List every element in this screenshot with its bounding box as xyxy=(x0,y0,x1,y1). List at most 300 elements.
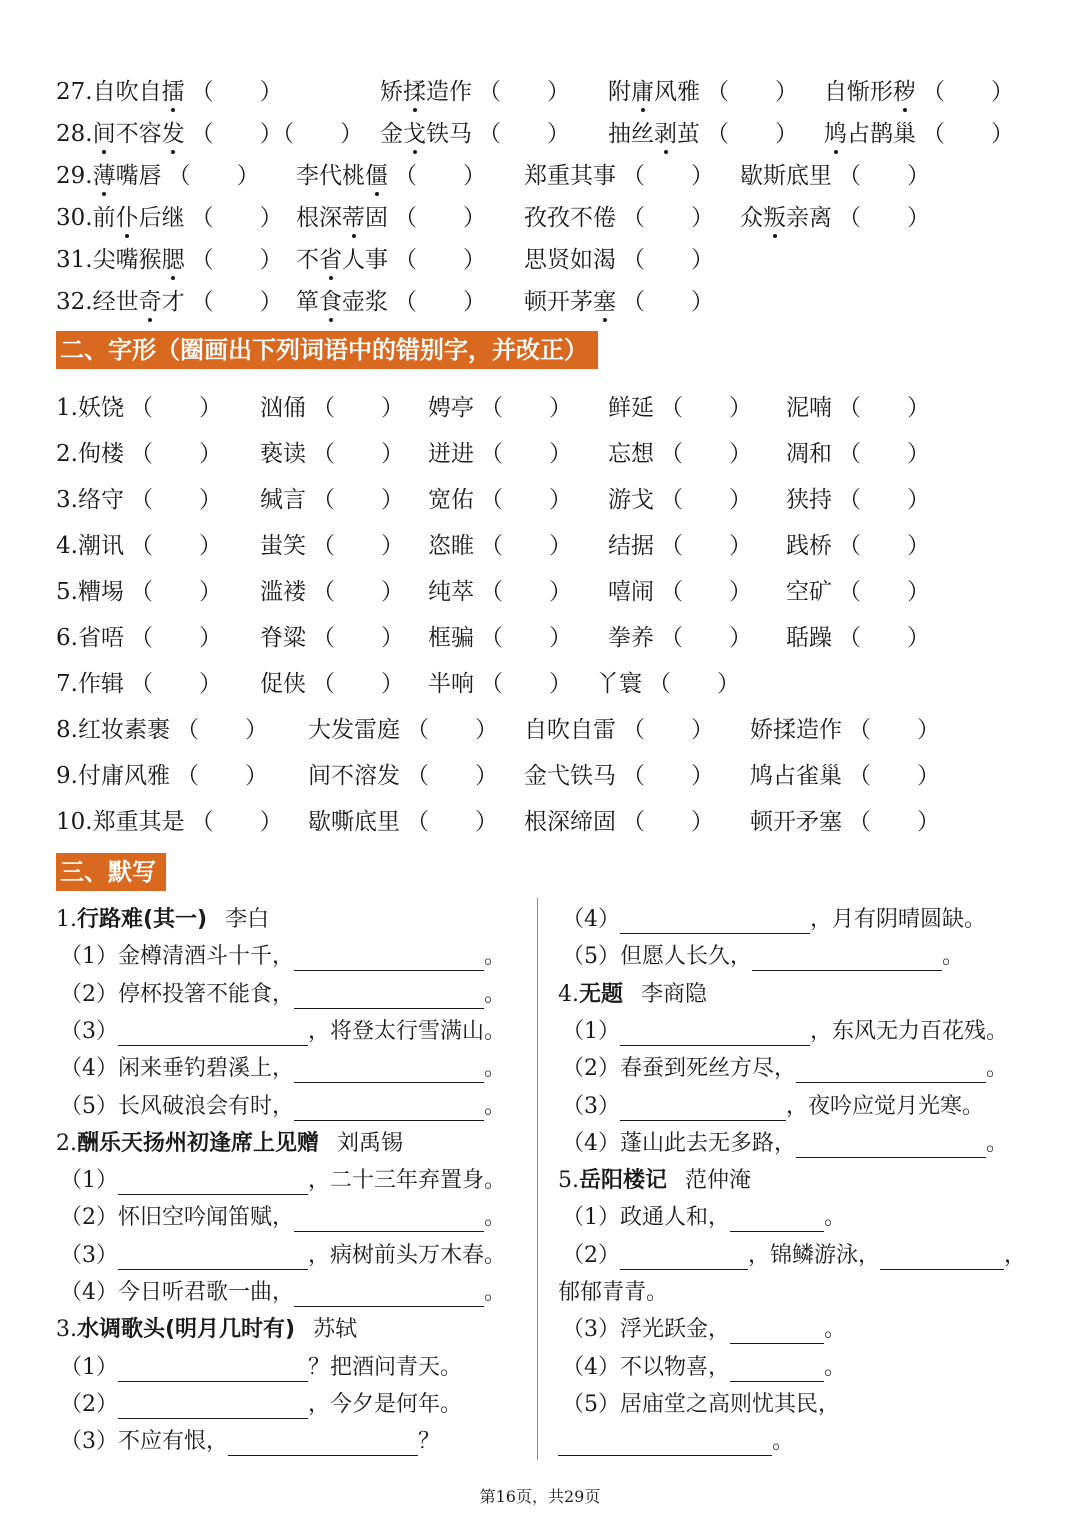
dictation-line xyxy=(562,1018,1008,1046)
typo-item xyxy=(56,532,222,560)
poem-author: 范仲淹 xyxy=(685,1168,752,1194)
dictation-line xyxy=(60,943,506,971)
poem-title-row xyxy=(56,1316,357,1344)
answer-blank[interactable] xyxy=(118,1025,308,1046)
line-label: （3） xyxy=(60,1242,118,1268)
answer-parens: （ ） xyxy=(175,763,268,789)
line-label: （3） xyxy=(562,1317,620,1343)
poem-text-after: 。 xyxy=(484,944,507,970)
typo-word: 娇揉造作 xyxy=(750,717,842,743)
poem-text: 郁郁青青。 xyxy=(558,1280,669,1305)
typo-item xyxy=(56,762,268,790)
answer-parens: （ ） xyxy=(622,163,714,189)
answer-parens: （ ） xyxy=(394,163,486,189)
poem-number: 1. xyxy=(56,907,77,932)
typo-word: 作辑 xyxy=(77,671,124,697)
dictation-line xyxy=(60,1242,506,1270)
typo-word: 缄言 xyxy=(260,487,306,513)
poem-title: 水调歌头(明月几时有) xyxy=(77,1317,296,1343)
poem-author: 刘禹锡 xyxy=(337,1130,404,1156)
answer-blank[interactable] xyxy=(620,1249,748,1270)
line-label: （3） xyxy=(60,1429,118,1455)
pinyin-word: 李代桃僵 xyxy=(296,163,388,189)
pinyin-word: 孜孜不倦 xyxy=(524,205,616,231)
typo-word: 脊粱 xyxy=(260,625,306,651)
pinyin-item xyxy=(380,120,570,148)
answer-parens: （ ） xyxy=(190,289,283,315)
answer-parens: （ ） xyxy=(838,441,930,467)
answer-parens: （ ） xyxy=(660,441,752,467)
pinyin-word: 自吹自擂 xyxy=(92,79,185,105)
poem-text-after: ，病树前头万木春。 xyxy=(308,1242,507,1268)
typo-item xyxy=(608,532,752,560)
pinyin-word: 思贤如渴 xyxy=(524,247,616,273)
line-label: （5） xyxy=(562,1391,620,1417)
item-number: 30. xyxy=(56,205,93,231)
answer-blank[interactable] xyxy=(118,1249,308,1270)
pinyin-item xyxy=(296,204,486,232)
answer-blank[interactable] xyxy=(620,1100,786,1121)
line-label: （5） xyxy=(562,944,620,970)
answer-parens: （ ） xyxy=(394,205,486,231)
poem-text-before: 长风破浪会有时， xyxy=(118,1093,295,1119)
pinyin-item xyxy=(56,78,283,106)
dictation-line xyxy=(60,1018,506,1046)
typo-word: 歇嘶底里 xyxy=(308,809,400,835)
pinyin-item xyxy=(296,246,486,274)
typo-item xyxy=(786,440,930,468)
dictation-line xyxy=(562,1130,1008,1158)
pinyin-item xyxy=(824,120,1014,148)
answer-blank[interactable] xyxy=(880,1249,1004,1270)
line-label: （1） xyxy=(562,1018,620,1044)
typo-item xyxy=(608,394,752,422)
answer-parens: （ ） xyxy=(190,809,283,835)
typo-word: 蚩笑 xyxy=(260,533,306,559)
poem-author: 李商隐 xyxy=(641,981,708,1007)
typo-word: 大发雷庭 xyxy=(308,717,400,743)
answer-parens: （ ） xyxy=(660,625,752,651)
typo-item xyxy=(524,716,714,744)
typo-item xyxy=(308,808,498,836)
answer-parens: （ ） xyxy=(838,163,930,189)
dictation-line xyxy=(562,1242,1026,1270)
poem-text-after: 。 xyxy=(484,1205,507,1231)
item-number: 6. xyxy=(56,625,78,651)
answer-parens: （ ）（ ） xyxy=(190,121,364,147)
answer-blank[interactable] xyxy=(118,1361,308,1382)
poem-text-after: ，东风无力百花残。 xyxy=(810,1018,1009,1044)
typo-word: 根深缔固 xyxy=(524,809,616,835)
pinyin-item xyxy=(380,78,570,106)
typo-word: 汹俑 xyxy=(260,395,306,421)
dictation-line xyxy=(562,906,986,934)
answer-parens: （ ） xyxy=(838,205,930,231)
answer-parens: （ ） xyxy=(129,395,222,421)
pinyin-item xyxy=(56,288,283,316)
answer-blank[interactable] xyxy=(620,913,810,934)
answer-parens: （ ） xyxy=(480,441,572,467)
answer-parens: （ ） xyxy=(848,809,940,835)
answer-blank[interactable] xyxy=(796,1137,986,1158)
answer-parens: （ ） xyxy=(312,487,404,513)
poem-author: 李白 xyxy=(225,907,270,932)
typo-word: 金弋铁马 xyxy=(524,763,616,789)
typo-item xyxy=(428,486,572,514)
pinyin-word: 郑重其事 xyxy=(524,163,616,189)
answer-parens: （ ） xyxy=(478,121,570,147)
typo-item xyxy=(786,394,930,422)
dictation-line xyxy=(60,1391,462,1419)
pinyin-item xyxy=(296,288,486,316)
dictation-line xyxy=(562,1316,846,1344)
section2-title: 二、字形（圈画出下列词语中的错别字，并改正） xyxy=(56,331,598,369)
typo-word: 迸进 xyxy=(428,441,474,467)
pinyin-item xyxy=(56,162,260,190)
answer-parens: （ ） xyxy=(622,717,714,743)
typo-item xyxy=(750,716,940,744)
poem-text-after: 。 xyxy=(484,1093,507,1119)
dictation-line xyxy=(562,1354,846,1382)
answer-parens: （ ） xyxy=(129,625,222,651)
pinyin-word: 间不容发 xyxy=(92,121,185,147)
typo-item xyxy=(56,578,222,606)
typo-item xyxy=(608,578,752,606)
item-number: 2. xyxy=(56,441,78,467)
section3-title: 三、默写 xyxy=(56,853,166,891)
typo-item xyxy=(56,716,268,744)
typo-item xyxy=(260,670,404,698)
typo-item xyxy=(428,532,572,560)
dictation-line xyxy=(60,1204,506,1232)
typo-word: 郑重其是 xyxy=(92,809,185,835)
answer-parens: （ ） xyxy=(838,579,930,605)
answer-parens: （ ） xyxy=(312,579,404,605)
pinyin-word: 歇斯底里 xyxy=(740,163,832,189)
answer-parens: （ ） xyxy=(706,121,798,147)
answer-parens: （ ） xyxy=(622,289,714,315)
dictation-line xyxy=(60,981,506,1009)
pinyin-word: 尖嘴猴腮 xyxy=(92,247,185,273)
answer-parens: （ ） xyxy=(312,395,404,421)
typo-item xyxy=(786,624,930,652)
typo-item xyxy=(608,440,752,468)
poem-text-after: 。 xyxy=(986,1056,1009,1082)
pinyin-item xyxy=(740,204,930,232)
typo-word: 游戈 xyxy=(608,487,654,513)
typo-word: 络守 xyxy=(77,487,124,513)
typo-word: 鲜延 xyxy=(608,395,654,421)
answer-blank[interactable] xyxy=(118,1174,308,1195)
dictation-line xyxy=(60,1354,462,1382)
poem-title: 无题 xyxy=(579,981,624,1007)
answer-parens: （ ） xyxy=(312,441,404,467)
pinyin-word: 顿开茅塞 xyxy=(524,289,616,315)
poem-text-after: ，今夕是何年。 xyxy=(308,1391,463,1417)
answer-blank[interactable] xyxy=(294,950,484,971)
typo-word: 纯萃 xyxy=(428,579,474,605)
pinyin-word: 自惭形秽 xyxy=(824,79,916,105)
typo-item xyxy=(56,670,222,698)
answer-blank[interactable] xyxy=(730,1323,824,1344)
pinyin-word: 金戈铁马 xyxy=(380,121,472,147)
poem-text-after: 。 xyxy=(986,1130,1009,1156)
line-label: （2） xyxy=(562,1056,620,1082)
poem-title: 酬乐天扬州初逢席上见赠 xyxy=(77,1130,320,1156)
typo-item xyxy=(260,578,404,606)
line-label: （5） xyxy=(60,1093,118,1119)
typo-word: 空矿 xyxy=(786,579,832,605)
dictation-line xyxy=(60,1093,506,1121)
typo-word: 糟埸 xyxy=(77,579,124,605)
poem-text-after: 。 xyxy=(772,1429,795,1455)
dictation-line xyxy=(562,1093,984,1121)
poem-text-before: 但愿人长久， xyxy=(620,944,753,970)
answer-parens: （ ） xyxy=(480,671,572,697)
answer-blank[interactable] xyxy=(294,1100,484,1121)
pinyin-word: 抽丝剥茧 xyxy=(608,121,700,147)
poem-number: 2. xyxy=(56,1130,77,1156)
pinyin-item xyxy=(296,162,486,190)
answer-blank[interactable] xyxy=(558,1435,772,1456)
poem-text-before: 春蚕到死丝方尽， xyxy=(620,1056,797,1082)
typo-word: 嘻闹 xyxy=(608,579,654,605)
dictation-line xyxy=(562,1391,840,1419)
item-number: 10. xyxy=(56,809,93,835)
answer-parens: （ ） xyxy=(922,121,1014,147)
answer-parens: （ ） xyxy=(838,487,930,513)
dictation-line xyxy=(60,1279,506,1307)
item-number: 9. xyxy=(56,763,78,789)
poem-text-before: 政通人和， xyxy=(620,1205,731,1231)
pinyin-item xyxy=(524,204,714,232)
pinyin-word: 鸠占鹊巢 xyxy=(824,121,916,147)
answer-parens: （ ） xyxy=(838,395,930,421)
answer-blank[interactable] xyxy=(730,1361,824,1382)
answer-parens: （ ） xyxy=(129,533,222,559)
answer-blank[interactable] xyxy=(294,988,484,1009)
typo-word: 拳养 xyxy=(608,625,654,651)
answer-blank[interactable] xyxy=(294,1286,484,1307)
answer-parens: （ ） xyxy=(478,79,570,105)
typo-word: 滥褛 xyxy=(260,579,306,605)
item-number: 4. xyxy=(56,533,78,559)
typo-word: 恣睢 xyxy=(428,533,474,559)
typo-word: 省唔 xyxy=(77,625,124,651)
typo-word: 红妆素裹 xyxy=(77,717,170,743)
typo-word: 泥喃 xyxy=(786,395,832,421)
dictation-line xyxy=(562,1055,1008,1083)
typo-item xyxy=(750,808,940,836)
item-number: 29. xyxy=(56,163,93,189)
item-number: 7. xyxy=(56,671,78,697)
line-label: （1） xyxy=(60,944,118,970)
item-number: 8. xyxy=(56,717,78,743)
typo-word: 践桥 xyxy=(786,533,832,559)
answer-blank[interactable] xyxy=(730,1211,824,1232)
dictation-line xyxy=(60,1167,506,1195)
typo-item xyxy=(56,486,222,514)
poem-text-before: 不应有恨， xyxy=(118,1429,229,1455)
pinyin-item xyxy=(56,246,283,274)
pinyin-word: 经世奇才 xyxy=(92,289,185,315)
answer-parens: （ ） xyxy=(848,763,940,789)
typo-item xyxy=(786,486,930,514)
pinyin-word: 前仆后继 xyxy=(92,205,185,231)
answer-parens: （ ） xyxy=(648,671,740,697)
line-label: （4） xyxy=(562,1354,620,1380)
typo-word: 娉亭 xyxy=(428,395,474,421)
pinyin-item xyxy=(56,204,283,232)
pinyin-word: 附庸风雅 xyxy=(608,79,700,105)
pinyin-item xyxy=(524,246,714,274)
answer-parens: （ ） xyxy=(480,487,572,513)
line-label: （1） xyxy=(60,1168,118,1194)
item-number: 3. xyxy=(56,487,78,513)
typo-word: 付庸风雅 xyxy=(77,763,170,789)
answer-parens: （ ） xyxy=(406,763,498,789)
line-label: （2） xyxy=(562,1242,620,1268)
typo-item xyxy=(428,624,572,652)
answer-parens: （ ） xyxy=(406,717,498,743)
line-label: （1） xyxy=(60,1354,118,1380)
typo-item xyxy=(786,532,930,560)
poem-number: 3. xyxy=(56,1317,77,1343)
answer-parens: （ ） xyxy=(394,289,486,315)
answer-parens: （ ） xyxy=(838,533,930,559)
pinyin-item xyxy=(608,78,798,106)
poem-text-mid: ，锦鳞游泳， xyxy=(748,1242,881,1268)
line-label: （1） xyxy=(562,1205,620,1231)
typo-word: 凋和 xyxy=(786,441,832,467)
answer-parens: （ ） xyxy=(312,625,404,651)
typo-word: 宽佑 xyxy=(428,487,474,513)
answer-parens: （ ） xyxy=(129,579,222,605)
line-label: （2） xyxy=(60,1205,118,1231)
pinyin-item xyxy=(524,162,714,190)
poem-text-after: ，将登太行雪满山。 xyxy=(308,1018,507,1044)
answer-blank[interactable] xyxy=(620,1025,810,1046)
dictation-line xyxy=(562,943,964,971)
dictation-line xyxy=(562,1204,846,1232)
typo-word: 自吹自雷 xyxy=(524,717,616,743)
answer-parens: （ ） xyxy=(622,809,714,835)
typo-item xyxy=(56,440,222,468)
answer-blank[interactable] xyxy=(294,1062,484,1083)
answer-parens: （ ） xyxy=(660,533,752,559)
typo-word: 狭持 xyxy=(786,487,832,513)
typo-item xyxy=(428,394,572,422)
answer-parens: （ ） xyxy=(190,247,283,273)
poem-text-before: 怀旧空吟闻笛赋， xyxy=(118,1205,295,1231)
typo-item xyxy=(56,624,222,652)
typo-word: 聒躁 xyxy=(786,625,832,651)
poem-title-row xyxy=(558,1167,751,1195)
answer-parens: （ ） xyxy=(660,579,752,605)
answer-parens: （ ） xyxy=(660,487,752,513)
pinyin-word: 箪食壶浆 xyxy=(296,289,388,315)
typo-word: 顿开矛塞 xyxy=(750,809,842,835)
pinyin-item xyxy=(56,120,363,148)
answer-blank[interactable] xyxy=(118,1398,308,1419)
column-divider xyxy=(537,898,538,1460)
dictation-line xyxy=(60,1428,440,1456)
answer-parens: （ ） xyxy=(406,809,498,835)
dictation-line xyxy=(558,1428,794,1456)
typo-word: 结据 xyxy=(608,533,654,559)
dictation-line xyxy=(558,1279,668,1307)
poem-text-after: ，夜吟应觉月光寒。 xyxy=(786,1093,985,1119)
typo-item xyxy=(260,394,404,422)
typo-item xyxy=(524,808,714,836)
pinyin-word: 众叛亲离 xyxy=(740,205,832,231)
answer-parens: （ ） xyxy=(312,671,404,697)
pinyin-word: 根深蒂固 xyxy=(296,205,388,231)
typo-item xyxy=(56,394,222,422)
poem-text-after: 。 xyxy=(824,1317,847,1343)
poem-text-before: 今日听君歌一曲， xyxy=(118,1280,295,1305)
poem-text-after: 。 xyxy=(484,981,507,1007)
typo-word: 框骗 xyxy=(428,625,474,651)
poem-title-row xyxy=(558,981,707,1009)
answer-parens: （ ） xyxy=(848,717,940,743)
pinyin-word: 薄嘴唇 xyxy=(92,163,162,189)
answer-parens: （ ） xyxy=(312,533,404,559)
pinyin-word: 矫揉造作 xyxy=(380,79,472,105)
poem-author: 苏轼 xyxy=(313,1317,358,1343)
typo-word: 间不溶发 xyxy=(308,763,400,789)
typo-word: 潮讯 xyxy=(77,533,124,559)
poem-text-before: 居庙堂之高则忧其民， xyxy=(620,1391,841,1417)
answer-parens: （ ） xyxy=(129,441,222,467)
answer-blank[interactable] xyxy=(796,1062,986,1083)
item-number: 5. xyxy=(56,579,78,605)
poem-text-after: 。 xyxy=(484,1056,507,1082)
answer-parens: （ ） xyxy=(480,579,572,605)
poem-text-before: 金樽清酒斗十千， xyxy=(118,944,295,970)
pinyin-item xyxy=(740,162,930,190)
answer-blank[interactable] xyxy=(752,950,942,971)
answer-parens: （ ） xyxy=(190,79,283,105)
poem-text-before: 蓬山此去无多路， xyxy=(620,1130,797,1156)
typo-item xyxy=(608,486,752,514)
answer-blank[interactable] xyxy=(294,1211,484,1232)
page-footer: 第16页，共29页 xyxy=(479,1487,601,1506)
answer-blank[interactable] xyxy=(228,1435,418,1456)
typo-word: 鸠占雀巢 xyxy=(750,763,842,789)
poem-text-after: ？把酒问青天。 xyxy=(308,1354,463,1380)
poem-number: 4. xyxy=(558,981,579,1007)
line-label: （2） xyxy=(60,1391,118,1417)
answer-parens: （ ） xyxy=(167,163,260,189)
answer-parens: （ ） xyxy=(706,79,798,105)
typo-item xyxy=(260,532,404,560)
item-number: 1. xyxy=(56,395,78,421)
typo-word: 忘想 xyxy=(608,441,654,467)
line-label: （4） xyxy=(562,1130,620,1156)
answer-parens: （ ） xyxy=(660,395,752,421)
line-label: （3） xyxy=(562,1093,620,1119)
answer-parens: （ ） xyxy=(129,487,222,513)
item-number: 28. xyxy=(56,121,93,147)
typo-item xyxy=(428,578,572,606)
typo-item xyxy=(608,624,752,652)
poem-text-after: ？ xyxy=(418,1429,441,1455)
answer-parens: （ ） xyxy=(190,205,283,231)
typo-item xyxy=(596,670,740,698)
poem-title-row xyxy=(56,906,269,934)
typo-item xyxy=(750,762,940,790)
